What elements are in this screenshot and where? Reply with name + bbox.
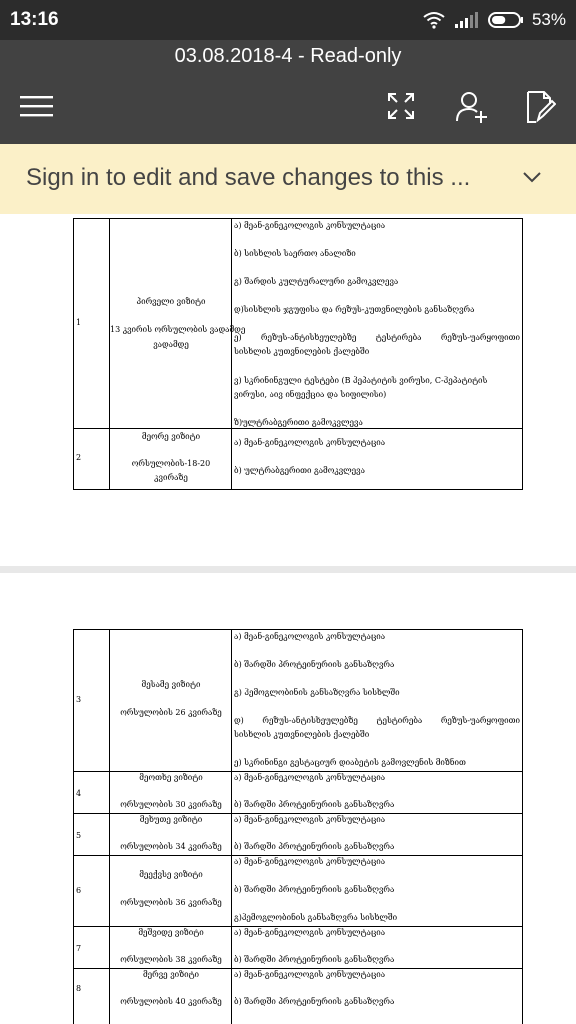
table-row: [74, 772, 522, 814]
list-item: ბ) შარდში პროტეინურიის განსაზღვრა: [234, 842, 395, 851]
visit-name: მერვე ვიზიტი: [142, 970, 200, 979]
list-item: ა) მეან-გინეკოლოგის კონსულტაცია: [234, 221, 386, 230]
visit-timing: ორსულობის 40 კვირაზე: [120, 997, 222, 1006]
list-item: ა) მეან-გინეკოლოგის კონსულტაცია: [234, 438, 386, 447]
table-row: [74, 969, 522, 1024]
status-time: 13:16: [10, 9, 59, 30]
list-item: ბ) შარდში პროტეინურიის განსაზღვრა: [234, 955, 395, 964]
visit-name: მეორე ვიზიტი: [141, 432, 201, 441]
visit-name: მესამე ვიზიტი: [141, 680, 201, 689]
edit-document-icon[interactable]: [524, 89, 556, 125]
list-item: სისხლის კუთვნილების ქალებში: [234, 730, 370, 739]
list-item: ბ) შარდში პროტეინურიის განსაზღვრა: [234, 885, 395, 894]
list-item: დ)სისხლის ჯგუფისა და რეზუს-კუთვნილების განსაზღვრა: [234, 305, 475, 314]
visit-timing: ორსულობის 34 კვირაზე: [120, 842, 222, 851]
table-row: [74, 927, 522, 969]
visit-timing: ორსულობის-18-20: [131, 459, 211, 468]
chevron-down-icon[interactable]: [522, 170, 542, 184]
list-item: ვ) სკრინინგული ტესტები (B ჰეპატიტის ვირუსი, C-ჰეპატიტის: [234, 376, 488, 385]
visit-name: პირველი ვიზიტი: [136, 297, 206, 306]
fullscreen-icon[interactable]: [386, 91, 416, 121]
document-page-1[interactable]: [0, 214, 576, 566]
table-row: [74, 814, 522, 856]
battery-percent: 53%: [531, 10, 566, 29]
list-item: ა) მეან-გინეკოლოგის კონსულტაცია: [234, 970, 386, 979]
status-bar: [0, 0, 576, 40]
list-item: ე) სკრინინგი გესტაციურ დიაბეტის გამოვლენის მიზნით: [234, 758, 466, 767]
row-number: 6: [76, 886, 82, 895]
table-row: [74, 429, 522, 489]
visits-table: [73, 218, 523, 490]
row-number: 4: [76, 789, 82, 798]
row-number: 1: [76, 318, 82, 327]
visit-timing: კვირაზე: [154, 473, 188, 482]
row-number: 2: [76, 453, 82, 462]
list-item: დ) რეზუს-ანტისხეულებზე ტესტირება რეზუს-უარყოფითი: [234, 716, 520, 725]
list-item: გ)ჰემოგლობინის განსაზღვრა სისხლში: [234, 913, 398, 922]
table-row: [74, 630, 522, 772]
signal-icon: [454, 11, 480, 29]
row-number: 8: [76, 984, 82, 993]
banner-text: Sign in to edit and save changes to this ...: [26, 164, 471, 191]
list-item: ზ)ულტრაბგერითი გამოკვლევა: [234, 418, 363, 427]
list-item: ა) მეან-გინეკოლოგის კონსულტაცია: [234, 773, 386, 782]
document-title: 03.08.2018-4 - Read-only: [174, 45, 402, 67]
battery-icon: [488, 11, 524, 29]
visit-timing: ორსულობის 36 კვირაზე: [120, 898, 222, 907]
list-item: ე) რეზუს-ანტისხეულებზე ტესტირება რეზუს-უარყოფითი: [234, 333, 520, 342]
visit-timing: ორსულობის 26 კვირაზე: [120, 708, 222, 717]
list-item: ბ) სისხლის საერთო ანალიზი: [234, 249, 356, 258]
visit-timing: ვადამდე: [153, 340, 189, 349]
table-row: [74, 856, 522, 927]
app-bar: [0, 40, 576, 144]
visit-timing: 13 კვირის ორსულობის ვადამდე: [110, 325, 246, 334]
list-item: ა) მეან-გინეკოლოგის კონსულტაცია: [234, 857, 386, 866]
document-page-2[interactable]: [0, 573, 576, 1024]
list-item: გ) შარდის კულტურალური გამოკვლევა: [234, 277, 399, 286]
add-person-icon[interactable]: [454, 89, 490, 125]
visit-name: მეექვსე ვიზიტი: [139, 870, 203, 879]
list-item: ა) მეან-გინეკოლოგის კონსულტაცია: [234, 632, 386, 641]
list-item: ბ) ულტრაბგერითი გამოკვლევა: [234, 466, 365, 475]
list-item: ა) მეან-გინეკოლოგის კონსულტაცია: [234, 928, 386, 937]
wifi-icon: [422, 11, 446, 29]
row-number: 3: [76, 695, 82, 704]
visit-name: მეშვიდე ვიზიტი: [138, 928, 204, 937]
status-icons: [422, 8, 566, 32]
list-item: გ) ჰემოგლობინის განსაზღვრა სისხლში: [234, 688, 400, 697]
row-number: 5: [76, 831, 82, 840]
visits-table: [73, 629, 523, 1024]
visit-name: მეოთხე ვიზიტი: [139, 773, 203, 782]
list-item: ბ) შარდში პროტეინურიის განსაზღვრა: [234, 800, 395, 809]
sign-in-banner[interactable]: [0, 144, 576, 214]
table-row: [74, 219, 522, 429]
visit-name: მეხუთე ვიზიტი: [139, 815, 203, 824]
list-item: ვირუსი, აივ ინფექცია და სიფილისი): [234, 390, 387, 399]
row-number: 7: [76, 944, 82, 953]
hamburger-menu-icon[interactable]: [20, 95, 54, 117]
list-item: სისხლის კუთვნილების ქალებში: [234, 347, 370, 356]
list-item: ა) მეან-გინეკოლოგის კონსულტაცია: [234, 815, 386, 824]
visit-timing: ორსულობის 30 კვირაზე: [120, 800, 222, 809]
list-item: ბ) შარდში პროტეინურიის განსაზღვრა: [234, 997, 395, 1006]
list-item: ბ) შარდში პროტეინურიის განსაზღვრა: [234, 660, 395, 669]
visit-timing: ორსულობის 38 კვირაზე: [120, 955, 222, 964]
